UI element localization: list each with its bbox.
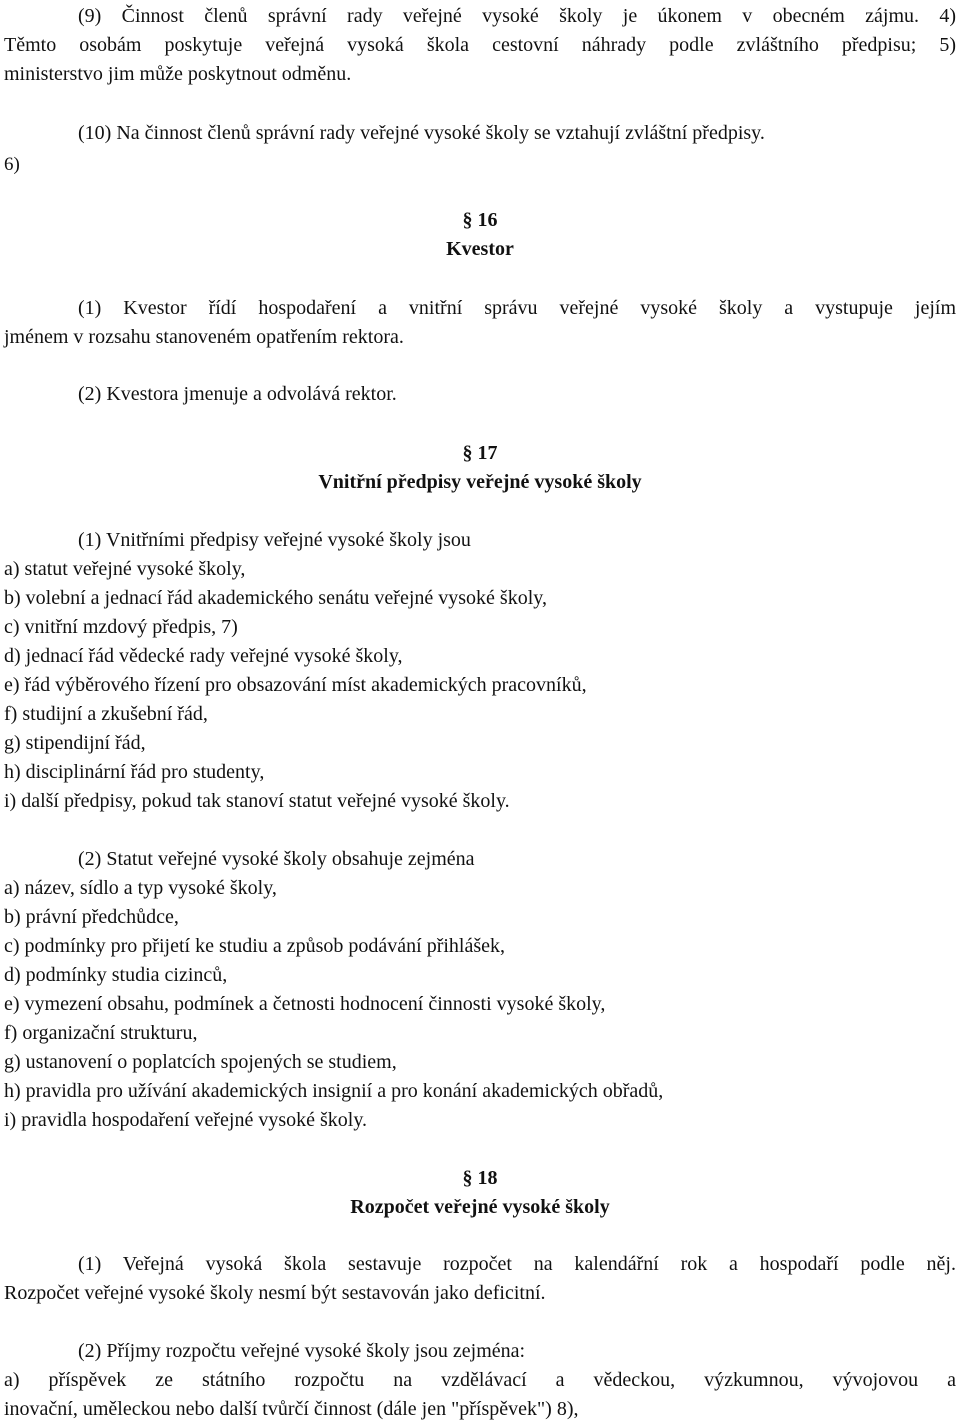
- list-item: b) volební a jednací řád akademického senátu veřejné vysoké školy,: [4, 587, 547, 609]
- section-17-title: Vnitřní předpisy veřejné vysoké školy: [318, 471, 642, 493]
- section-18-p1-line-1: (1) Veřejná vysoká škola sestavuje rozpočet na kalendářní rok a hospodaří podle něj.: [78, 1253, 956, 1275]
- list-item: b) právní předchůdce,: [4, 906, 179, 928]
- list-item: a) název, sídlo a typ vysoké školy,: [4, 877, 277, 899]
- list-item: d) podmínky studia cizinců,: [4, 964, 228, 986]
- list-item: h) pravidla pro užívání akademických insignií a pro konání akademických obřadů,: [4, 1080, 664, 1102]
- paragraph-9-line-2: Těmto osobám poskytuje veřejná vysoká škola cestovní náhrady podle zvláštního předpisu; 5): [4, 34, 956, 56]
- section-18-number: § 18: [462, 1167, 498, 1189]
- list-item: c) podmínky pro přijetí ke studiu a způsob podávání přihlášek,: [4, 935, 506, 957]
- list-item: i) další předpisy, pokud tak stanoví statut veřejné vysoké školy.: [4, 790, 510, 812]
- section-18-p1-line-2: Rozpočet veřejné vysoké školy nesmí být sestavován jako deficitní.: [4, 1282, 546, 1304]
- paragraph-9-line-3: ministerstvo jim může poskytnout odměnu.: [4, 63, 352, 85]
- section-16-number: § 16: [462, 209, 498, 231]
- section-16-title: Kvestor: [446, 238, 514, 260]
- list-item: a) statut veřejné vysoké školy,: [4, 558, 246, 580]
- list-item: d) jednací řád vědecké rady veřejné vysoké školy,: [4, 645, 403, 667]
- section-17-p2: (2) Statut veřejné vysoké školy obsahuje zejména: [78, 848, 475, 870]
- list-item: e) řád výběrového řízení pro obsazování míst akademických pracovníků,: [4, 674, 587, 696]
- list-item: f) organizační strukturu,: [4, 1022, 198, 1044]
- paragraph-10-line-1: (10) Na činnost členů správní rady veřejné vysoké školy se vztahují zvláštní předpisy.: [78, 122, 765, 144]
- footnote-ref-6: 6): [4, 154, 20, 175]
- list-item: f) studijní a zkušební řád,: [4, 703, 208, 725]
- list-item: h) disciplinární řád pro studenty,: [4, 761, 265, 783]
- section-17-p1: (1) Vnitřními předpisy veřejné vysoké školy jsou: [78, 529, 471, 551]
- list-item: c) vnitřní mzdový předpis, 7): [4, 616, 238, 638]
- section-18-p2-line-2: a) příspěvek ze státního rozpočtu na vzdělávací a vědeckou, výzkumnou, vývojovou a: [4, 1369, 956, 1391]
- paragraph-9-line-1: (9) Činnost členů správní rady veřejné vysoké školy je úkonem v obecném zájmu. 4): [78, 5, 956, 27]
- section-18-title: Rozpočet veřejné vysoké školy: [350, 1196, 610, 1218]
- section-18-p2-line-3: inovační, uměleckou nebo další tvůrčí činnost (dále jen "příspěvek") 8),: [4, 1398, 579, 1420]
- list-item: g) ustanovení o poplatcích spojených se studiem,: [4, 1051, 397, 1073]
- section-18-p2: (2) Příjmy rozpočtu veřejné vysoké školy jsou zejména:: [78, 1340, 526, 1362]
- list-item: e) vymezení obsahu, podmínek a četnosti hodnocení činnosti vysoké školy,: [4, 993, 606, 1015]
- section-16-p1-line-1: (1) Kvestor řídí hospodaření a vnitřní správu veřejné vysoké školy a vystupuje jejím: [78, 297, 956, 319]
- section-16-p2: (2) Kvestora jmenuje a odvolává rektor.: [78, 383, 397, 405]
- section-16-p1-line-2: jménem v rozsahu stanoveném opatřením rektora.: [4, 326, 404, 348]
- list-item: g) stipendijní řád,: [4, 732, 146, 754]
- list-item: i) pravidla hospodaření veřejné vysoké školy.: [4, 1109, 368, 1131]
- section-17-number: § 17: [462, 442, 498, 464]
